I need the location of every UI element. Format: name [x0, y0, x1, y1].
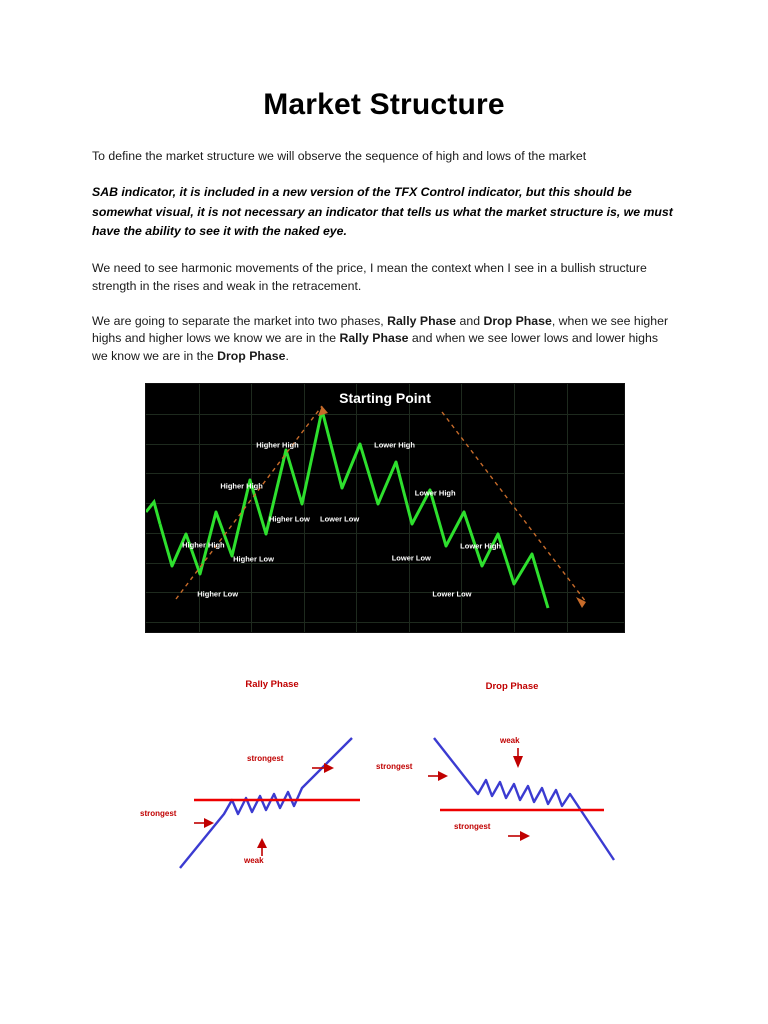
chart-label-lower-high-3: Lower High: [460, 541, 502, 551]
market-structure-chart: [145, 383, 625, 633]
sab-indicator-note: SAB indicator, it is included in a new version of the TFX Control indicator, but this should be somewhat visual, it is not necessary an indicator that tells us what the market structure is, we must have the ability to see it with the naked eye.: [92, 184, 673, 239]
phases-bold-rally-1: Rally Phase: [387, 313, 457, 328]
phases-bold-rally-2: Rally Phase: [339, 331, 409, 346]
drop-label-strongest-left: strongest: [376, 761, 413, 771]
phases-bold-drop-1: Drop Phase: [483, 313, 552, 328]
rally-phase-figure: [140, 696, 392, 891]
drop-phase-figure: [376, 698, 642, 893]
chart-label-lower-low-2: Lower Low: [391, 553, 431, 563]
phases-text-5: .: [285, 349, 289, 364]
intro-paragraph: To define the market structure we will observe the sequence of high and lows of the market: [92, 149, 587, 163]
drop-label-strongest-down: strongest: [454, 821, 491, 831]
chart-label-lower-low-3: Lower Low: [432, 589, 472, 599]
chart-label-lower-high-1: Lower High: [374, 440, 415, 450]
chart-label-lower-high-2: Lower High: [414, 488, 456, 498]
chart-label-higher-low-1: Higher Low: [197, 589, 239, 599]
drop-label-weak: weak: [500, 735, 520, 745]
page-title: Market Structure: [263, 88, 505, 121]
drop-phase-svg: [382, 698, 642, 888]
phases-text-2: and: [456, 313, 484, 328]
chart-label-higher-high-1: Higher High: [182, 540, 225, 550]
rally-label-strongest-left: strongest: [140, 808, 177, 818]
rally-phase-svg: [152, 696, 392, 886]
rally-phase-diagram: [140, 678, 392, 891]
phases-paragraph: [92, 313, 676, 366]
phases-text-1: We are going to separate the market into two phases,: [92, 313, 388, 328]
harmonic-paragraph: We need to see harmonic movements of the price, I mean the context when I see in a bullish structure strength in the rises and weak in the retracement.: [92, 260, 647, 293]
chart-label-higher-low-2: Higher Low: [233, 554, 274, 564]
chart-label-higher-high-2: Higher High: [220, 481, 263, 491]
phases-text-3: , when we see higher highs and higher lows we know we are in the: [92, 313, 669, 346]
phases-text-4: and when we see lower lows and lower highs we know we are in the: [92, 331, 658, 364]
rally-label-strongest-up: strongest: [247, 753, 284, 763]
drop-phase-title: Drop Phase: [485, 680, 539, 692]
chart-label-higher-high-3: Higher High: [256, 440, 299, 450]
rally-label-weak: weak: [244, 855, 264, 865]
drop-phase-diagram: [376, 679, 642, 893]
market-structure-chart-figure: [145, 383, 623, 633]
chart-label-lower-low-1: Lower Low: [319, 514, 360, 524]
chart-title: Starting Point: [339, 389, 431, 406]
phases-bold-drop-2: Drop Phase: [217, 349, 286, 364]
chart-label-higher-low-3: Higher Low: [268, 514, 310, 524]
rally-phase-title: Rally Phase: [245, 678, 299, 690]
phase-diagrams: [92, 679, 676, 919]
